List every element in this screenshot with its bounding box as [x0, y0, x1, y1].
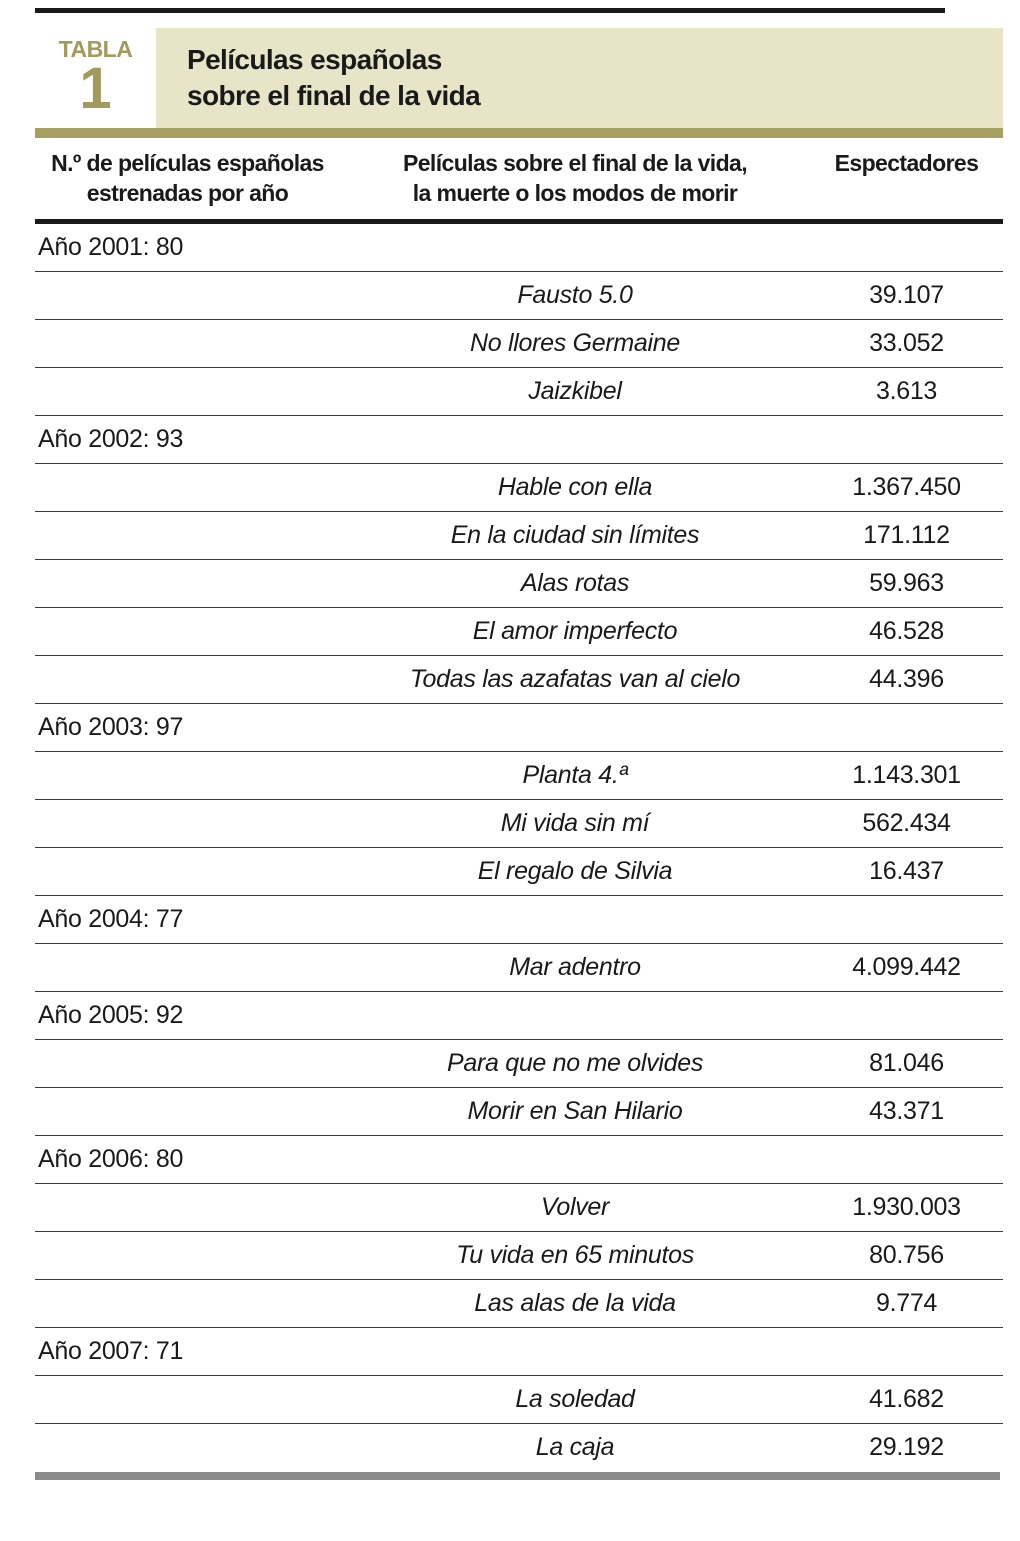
film-row: [35, 800, 1003, 848]
year-label: Año 2005: 92: [38, 1000, 184, 1029]
table-header-block: [35, 28, 1003, 128]
year-label: Año 2006: 80: [38, 1144, 184, 1173]
film-title: El amor imperfecto: [472, 616, 678, 645]
film-row: [35, 320, 1003, 368]
year-row: [35, 704, 1003, 752]
film-viewers: 16.437: [869, 856, 944, 885]
film-viewers: 562.434: [862, 808, 951, 837]
film-viewers: 1.930.003: [852, 1192, 961, 1221]
year-row: [35, 1328, 1003, 1376]
column-header-viewers: Espectadores: [834, 150, 979, 176]
year-row: [35, 992, 1003, 1040]
film-viewers: 43.371: [869, 1096, 944, 1125]
film-title: Morir en San Hilario: [467, 1096, 683, 1125]
year-row: [35, 416, 1003, 464]
film-title: Tu vida en 65 minutos: [456, 1240, 694, 1269]
film-row: [35, 272, 1003, 320]
film-row: [35, 560, 1003, 608]
film-title: Mar adentro: [509, 952, 641, 981]
film-viewers: 81.046: [869, 1048, 944, 1077]
column-header-films-line2: la muerte o los modos de morir: [412, 179, 738, 206]
film-viewers: 1.367.450: [852, 472, 961, 501]
film-row: [35, 1280, 1003, 1328]
year-row: [35, 224, 1003, 272]
film-row: [35, 848, 1003, 896]
column-header-releases-line2: estrenadas por año: [86, 179, 289, 206]
film-row: [35, 1376, 1003, 1424]
top-rule: [35, 8, 945, 13]
year-label: Año 2004: 77: [38, 904, 184, 933]
film-row: [35, 464, 1003, 512]
film-viewers: 39.107: [869, 280, 944, 309]
table-title-line2: sobre el final de la vida: [187, 80, 481, 111]
film-title: Fausto 5.0: [517, 280, 633, 309]
year-label: Año 2003: 97: [38, 712, 184, 741]
film-title: La caja: [535, 1433, 615, 1462]
film-viewers: 3.613: [875, 376, 938, 405]
table-title-line1: Películas españolas: [187, 44, 442, 76]
table-number: 1: [79, 56, 112, 121]
film-row: [35, 1184, 1003, 1232]
year-row: [35, 896, 1003, 944]
film-title: El regalo de Silvia: [477, 856, 673, 885]
film-title: Hable con ella: [497, 472, 653, 501]
film-viewers: 171.112: [863, 520, 950, 549]
bottom-rule: [35, 1472, 1000, 1480]
film-viewers: 59.963: [869, 568, 944, 597]
film-title: Las alas de la vida: [474, 1288, 676, 1317]
table-kicker: TABLA: [58, 36, 133, 62]
film-viewers: 4.099.442: [852, 952, 961, 981]
film-row: [35, 1088, 1003, 1136]
film-title: Planta 4.ª: [522, 760, 628, 789]
film-title: En la ciudad sin límites: [450, 520, 700, 549]
film-viewers: 33.052: [869, 328, 944, 357]
film-viewers: 46.528: [869, 616, 944, 645]
film-title: Todas las azafatas van al cielo: [409, 664, 741, 693]
year-label: Año 2007: 71: [38, 1336, 184, 1365]
film-row: [35, 512, 1003, 560]
film-row: [35, 656, 1003, 704]
film-title: Volver: [540, 1192, 610, 1221]
table-body: [35, 224, 1003, 1472]
year-label: Año 2001: 80: [38, 232, 184, 261]
film-row: [35, 1424, 1003, 1472]
film-viewers: 41.682: [869, 1384, 944, 1413]
film-viewers: 44.396: [869, 664, 944, 693]
film-row: [35, 1232, 1003, 1280]
column-headers: [35, 138, 1003, 219]
film-row: [35, 1040, 1003, 1088]
film-row: [35, 368, 1003, 416]
year-label: Año 2002: 93: [38, 424, 184, 453]
column-header-releases: [35, 149, 340, 209]
film-title: No llores Germaine: [470, 328, 680, 357]
column-header-releases-line1: N.º de películas españolas: [51, 150, 324, 176]
olive-accent-bar: [35, 128, 1003, 138]
year-row: [35, 1136, 1003, 1184]
column-header-films: [340, 149, 810, 209]
film-title: Mi vida sin mí: [500, 808, 650, 837]
table-label: [35, 28, 156, 128]
film-title: Para que no me olvides: [446, 1048, 704, 1077]
film-title: Alas rotas: [520, 568, 630, 597]
film-title: La soledad: [515, 1384, 635, 1413]
film-viewers: 80.756: [869, 1240, 944, 1269]
film-row: [35, 752, 1003, 800]
film-viewers: 9.774: [875, 1288, 938, 1317]
column-header-films-line1: Películas sobre el final de la vida,: [403, 150, 747, 176]
film-row: [35, 608, 1003, 656]
film-row: [35, 944, 1003, 992]
film-viewers: 29.192: [869, 1433, 944, 1462]
film-title: Jaizkibel: [528, 376, 622, 405]
table-title-box: [156, 28, 1003, 128]
film-viewers: 1.143.301: [852, 760, 961, 789]
